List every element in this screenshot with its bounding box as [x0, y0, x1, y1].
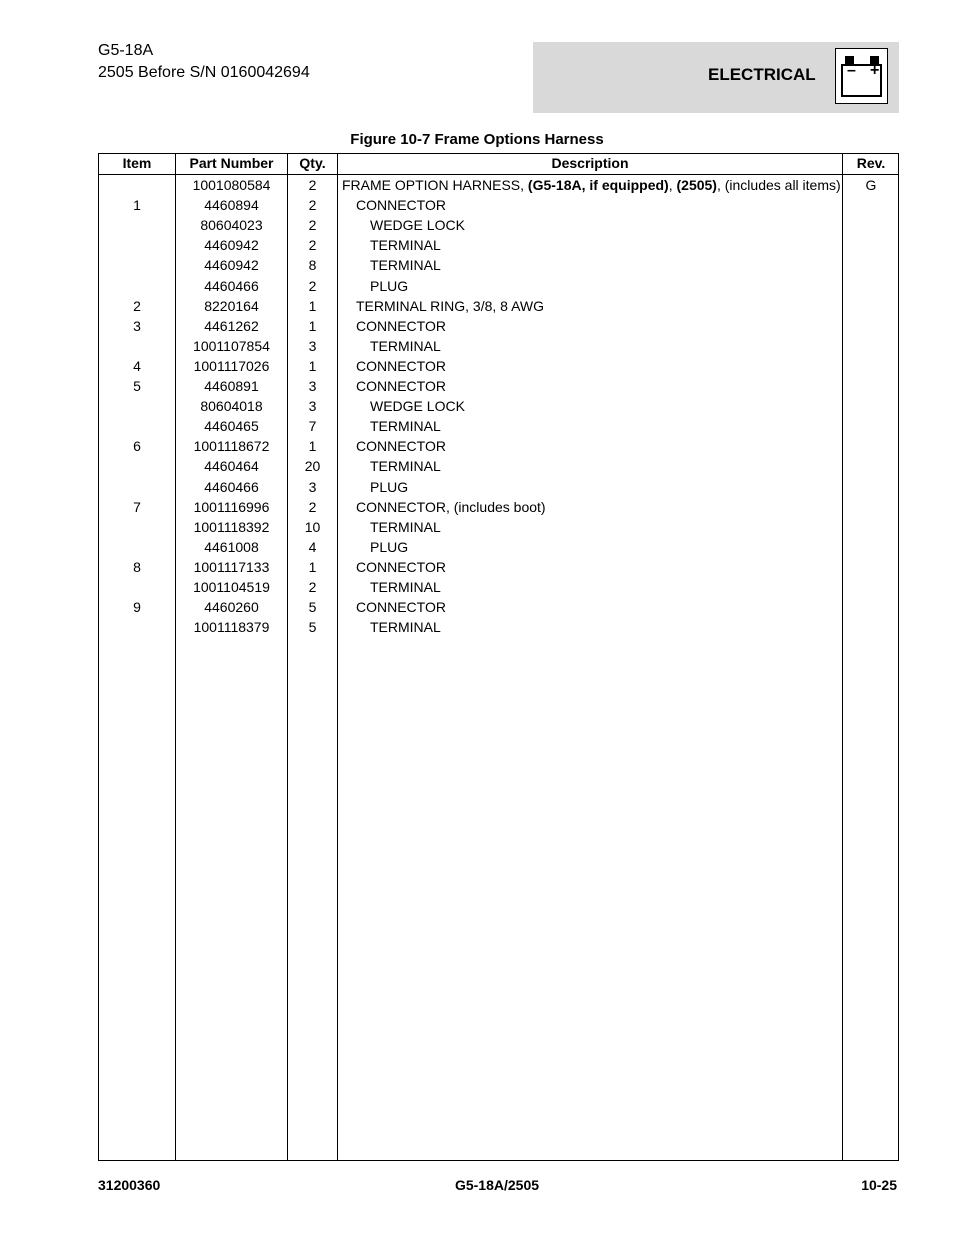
table-row: [99, 497, 900, 517]
section-banner: [533, 42, 899, 113]
parts-table: [98, 153, 899, 1161]
description-text: , (includes all items): [716, 177, 841, 193]
table-row: [99, 436, 900, 456]
table-row: [99, 597, 900, 617]
quantity: 2: [308, 498, 317, 515]
part-number: 8220164: [204, 297, 259, 314]
battery-minus-sign: –: [847, 62, 856, 79]
quantity: 5: [308, 599, 317, 616]
description-text: PLUG: [370, 277, 409, 294]
column-header-description: Description: [551, 155, 629, 171]
part-number: 4460466: [204, 478, 259, 495]
description: [370, 617, 441, 637]
description: [370, 416, 441, 436]
part-number: 1001117133: [193, 558, 270, 575]
table-row: [99, 517, 900, 537]
column-header-item: Item: [122, 155, 152, 171]
footer-page-number: 10-25: [861, 1177, 897, 1193]
part-number: 1001104519: [193, 579, 270, 595]
description: [356, 195, 446, 215]
part-number: 80604023: [200, 217, 263, 234]
part-number: 4460260: [204, 599, 259, 616]
item-number: 8: [133, 558, 141, 575]
quantity: 2: [308, 237, 317, 254]
table-row: [99, 456, 900, 476]
quantity: 2: [308, 277, 317, 294]
quantity: 7: [308, 418, 317, 435]
quantity: 8: [308, 257, 317, 274]
description-text: TERMINAL: [370, 237, 441, 254]
table-row: [99, 356, 900, 376]
table-row: [99, 416, 900, 436]
description-text: TERMINAL: [370, 619, 441, 636]
quantity: 1: [308, 438, 317, 455]
table-row: [99, 255, 900, 275]
description: [356, 436, 446, 456]
part-number: 4461262: [204, 317, 259, 334]
table-row: [99, 396, 900, 416]
description: [370, 537, 408, 557]
model-title: G5-18A: [98, 42, 154, 59]
figure-title: Figure 10-7 Frame Options Harness: [350, 131, 604, 148]
description-text: TERMINAL: [370, 518, 441, 535]
item-number: 1: [133, 197, 141, 214]
description-text: WEDGE LOCK: [370, 217, 465, 234]
description: [356, 296, 544, 316]
description-text: TERMINAL RING, 3/8, 8 AWG: [356, 297, 545, 314]
table-row: [99, 296, 900, 316]
part-number: 1001080584: [192, 177, 271, 193]
table-row: [99, 557, 900, 577]
table-row: [99, 477, 900, 497]
table-row: [99, 617, 900, 637]
description: [370, 235, 441, 255]
part-number: 4460465: [204, 418, 259, 435]
quantity: 10: [304, 518, 321, 535]
quantity: 4: [308, 538, 317, 555]
item-number: 9: [133, 599, 141, 616]
battery-icon: [835, 48, 888, 104]
table-row: [99, 336, 900, 356]
description: [356, 376, 446, 396]
description-text: TERMINAL: [370, 337, 441, 354]
table-row: [99, 537, 900, 557]
part-number: 4460891: [204, 378, 259, 394]
quantity: 2: [308, 197, 317, 214]
description-text: PLUG: [370, 538, 409, 555]
part-number: 4460942: [204, 257, 259, 274]
description-text: TERMINAL: [370, 458, 441, 475]
footer-model: G5-18A/2505: [454, 1177, 540, 1193]
item-number: 2: [133, 297, 141, 314]
table-row: [99, 195, 900, 215]
table-row: [99, 316, 900, 336]
description-text: CONNECTOR: [356, 599, 446, 616]
battery-body: [841, 64, 882, 97]
part-number: 1001107854: [193, 337, 270, 354]
description-text: FRAME OPTION HARNESS,: [342, 177, 528, 193]
description-text: CONNECTOR: [356, 558, 446, 575]
description-text: CONNECTOR: [356, 438, 446, 455]
description: [370, 577, 441, 597]
description-text: TERMINAL: [370, 418, 441, 435]
description: [370, 215, 465, 235]
quantity: 3: [308, 478, 317, 495]
part-number: 4460942: [204, 237, 259, 254]
quantity: 1: [308, 558, 317, 575]
section-title: ELECTRICAL: [708, 65, 816, 84]
column-header-rev: Rev.: [856, 155, 886, 171]
description: [356, 497, 546, 517]
quantity: 1: [308, 317, 317, 334]
quantity: 2: [308, 177, 317, 193]
column-header-part-number: Part Number: [189, 155, 274, 171]
table-row: [99, 577, 900, 597]
quantity: 5: [308, 619, 317, 636]
description-text: CONNECTOR: [356, 378, 446, 394]
description-text: TERMINAL: [370, 257, 441, 274]
description: [370, 396, 465, 416]
quantity: 2: [308, 579, 317, 595]
description-text: CONNECTOR, (includes boot): [356, 498, 546, 515]
description: [356, 356, 446, 376]
item-number: 6: [133, 438, 141, 455]
part-number: 1001117026: [193, 357, 270, 374]
column-header-qty: Qty.: [299, 155, 326, 171]
description-text: CONNECTOR: [356, 317, 446, 334]
footer-doc-number: 31200360: [98, 1177, 161, 1193]
part-number: 1001118672: [193, 438, 270, 455]
item-number: 4: [133, 357, 141, 374]
revision: G: [865, 177, 877, 193]
description: [356, 557, 446, 577]
part-number: 4460464: [204, 458, 259, 475]
description: [370, 336, 441, 356]
part-number: 4460466: [204, 277, 259, 294]
description: [370, 477, 408, 497]
quantity: 3: [308, 337, 317, 354]
quantity: 3: [308, 378, 317, 394]
description: [342, 175, 841, 195]
description: [356, 597, 446, 617]
table-row: [99, 215, 900, 235]
description: [356, 316, 446, 336]
description-emphasis: (2505): [676, 177, 717, 193]
description: [370, 255, 441, 275]
item-number: 5: [133, 378, 141, 394]
battery-plus-sign: +: [870, 62, 880, 79]
part-number: 1001116996: [193, 498, 270, 515]
serial-range: 2505 Before S/N 0160042694: [98, 64, 310, 81]
description: [370, 456, 441, 476]
item-number: 3: [133, 317, 141, 334]
description-text: TERMINAL: [370, 579, 441, 595]
part-number: 1001118379: [193, 619, 270, 636]
description-text: PLUG: [370, 478, 409, 495]
description: [370, 517, 441, 537]
part-number: 4461008: [204, 538, 259, 555]
table-row: [99, 235, 900, 255]
table-row: [99, 276, 900, 296]
part-number: 1001118392: [193, 518, 270, 535]
quantity: 1: [308, 297, 317, 314]
description-text: CONNECTOR: [356, 357, 446, 374]
table-row: [99, 175, 900, 195]
part-number: 80604018: [200, 398, 263, 415]
table-row: [99, 376, 900, 396]
quantity: 20: [304, 458, 321, 475]
item-number: 7: [133, 498, 141, 515]
description-text: CONNECTOR: [356, 197, 446, 214]
description: [370, 276, 408, 296]
description-emphasis: (G5-18A, if equipped): [527, 177, 669, 193]
description-text: ,: [668, 177, 677, 193]
description-text: WEDGE LOCK: [370, 398, 465, 415]
part-number: 4460894: [204, 197, 259, 214]
header-model-block: [98, 40, 310, 84]
quantity: 3: [308, 398, 317, 415]
quantity: 2: [308, 217, 317, 234]
quantity: 1: [308, 357, 317, 374]
